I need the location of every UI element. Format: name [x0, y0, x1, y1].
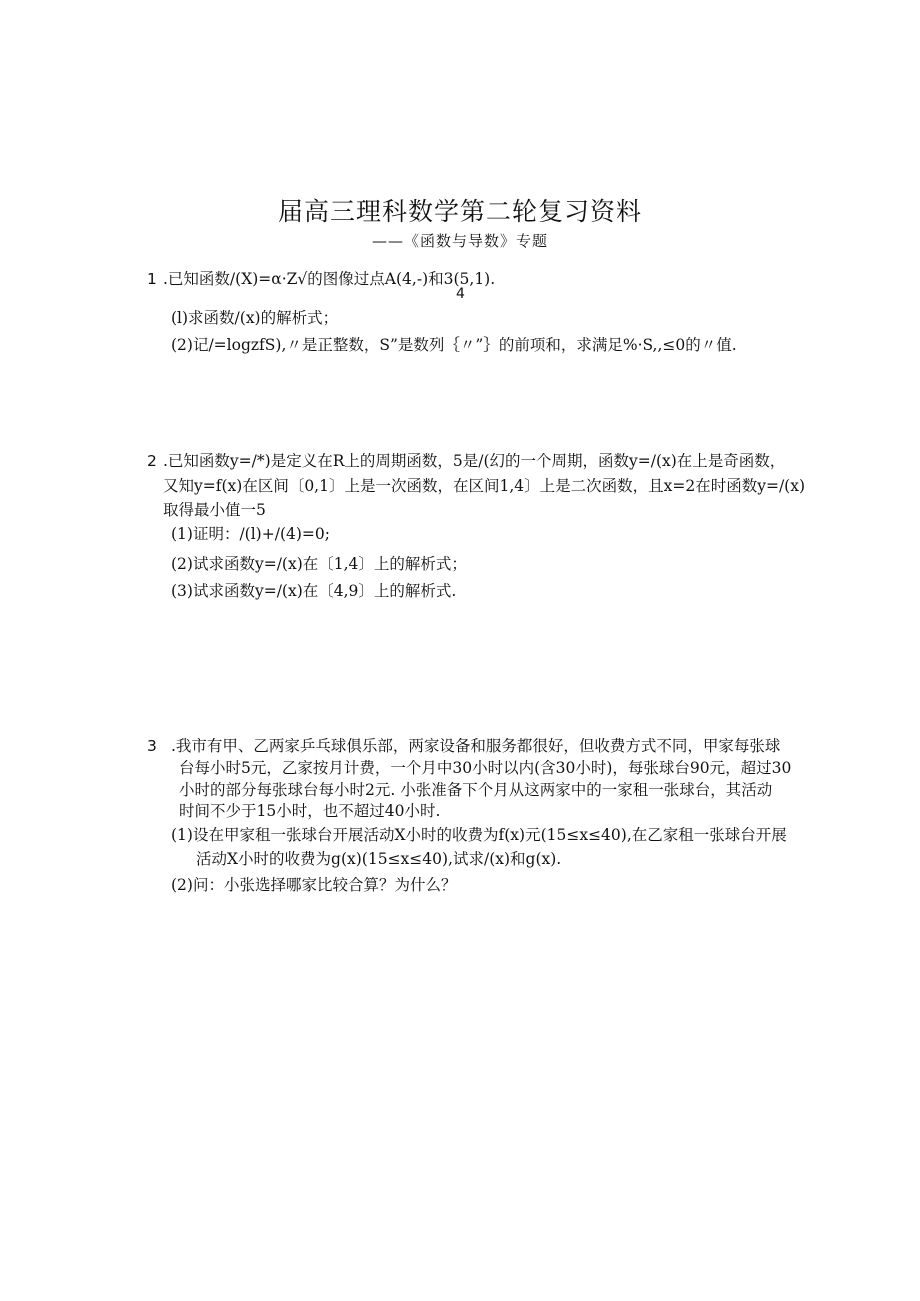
q2-stem-line2: 又知y=f(x)在区间〔0,1〕上是一次函数，在区间1,4〕上是二次函数，且x=2在时函数y=/(x)	[163, 477, 806, 495]
q1-part1: (l)求函数/(x)的解析式；	[171, 309, 339, 327]
q3-stem-line4: 时间不少于15小时，也不超过40小时.	[179, 802, 441, 820]
q3-stem-line1: .我市有甲、乙两家乒乓球俱乐部，两家设备和服务都很好，但收费方式不同，甲家每张球	[171, 737, 781, 755]
document-title: 届高三理科数学第二轮复习资料	[277, 197, 642, 226]
q2-number: 2	[147, 452, 157, 470]
q3-part2: (2)问：小张选择哪家比较合算？为什么？	[171, 876, 457, 894]
q3-stem-line2: 台每小时5元，乙家按月计费，一个月中30小时以内(含30小时)，每张球台90元，超过30	[179, 759, 792, 777]
q3-part1-line1: (1)设在甲家租一张球台开展活动X小时的收费为f(x)元(15≤x≤40),在乙家租一张球台开展	[171, 826, 787, 844]
q1-number: 1	[147, 270, 157, 288]
q3-stem-line3: 小时的部分每张球台每小时2元. 小张准备下个月从这两家中的一家租一张球台，其活动	[179, 781, 773, 799]
q2-stem-line3: 取得最小值一5	[163, 501, 266, 519]
q1-stem-subscript: 4	[456, 286, 465, 302]
document-subtitle: ——《函数与导数》专题	[371, 232, 548, 250]
q3-part1-line2: 活动X小时的收费为g(x)(15≤x≤40),试求/(x)和g(x).	[196, 850, 562, 868]
q2-part2: (2)试求函数y=/(x)在〔1,4〕上的解析式；	[171, 555, 467, 573]
q1-part2: (2)记/=logzfS),〃是正整数，S”是数列｛〃”｝的前项和，求满足%·S,,≤0的〃值.	[171, 336, 737, 354]
q2-part3: (3)试求函数y=/(x)在〔4,9〕上的解析式.	[171, 582, 457, 600]
q2-part1: (1)证明：/(l)+/(4)=0;	[171, 525, 330, 543]
q1-stem: .已知函数/(X)=α·Z√的图像过点A(4,-)和3(5,1).	[163, 270, 496, 288]
q2-stem-line1: .已知函数y=/*)是定义在R上的周期函数，5是/(幻的一个周期，函数y=/(x)在上是奇函数，	[163, 452, 786, 470]
q3-number: 3	[147, 737, 157, 755]
